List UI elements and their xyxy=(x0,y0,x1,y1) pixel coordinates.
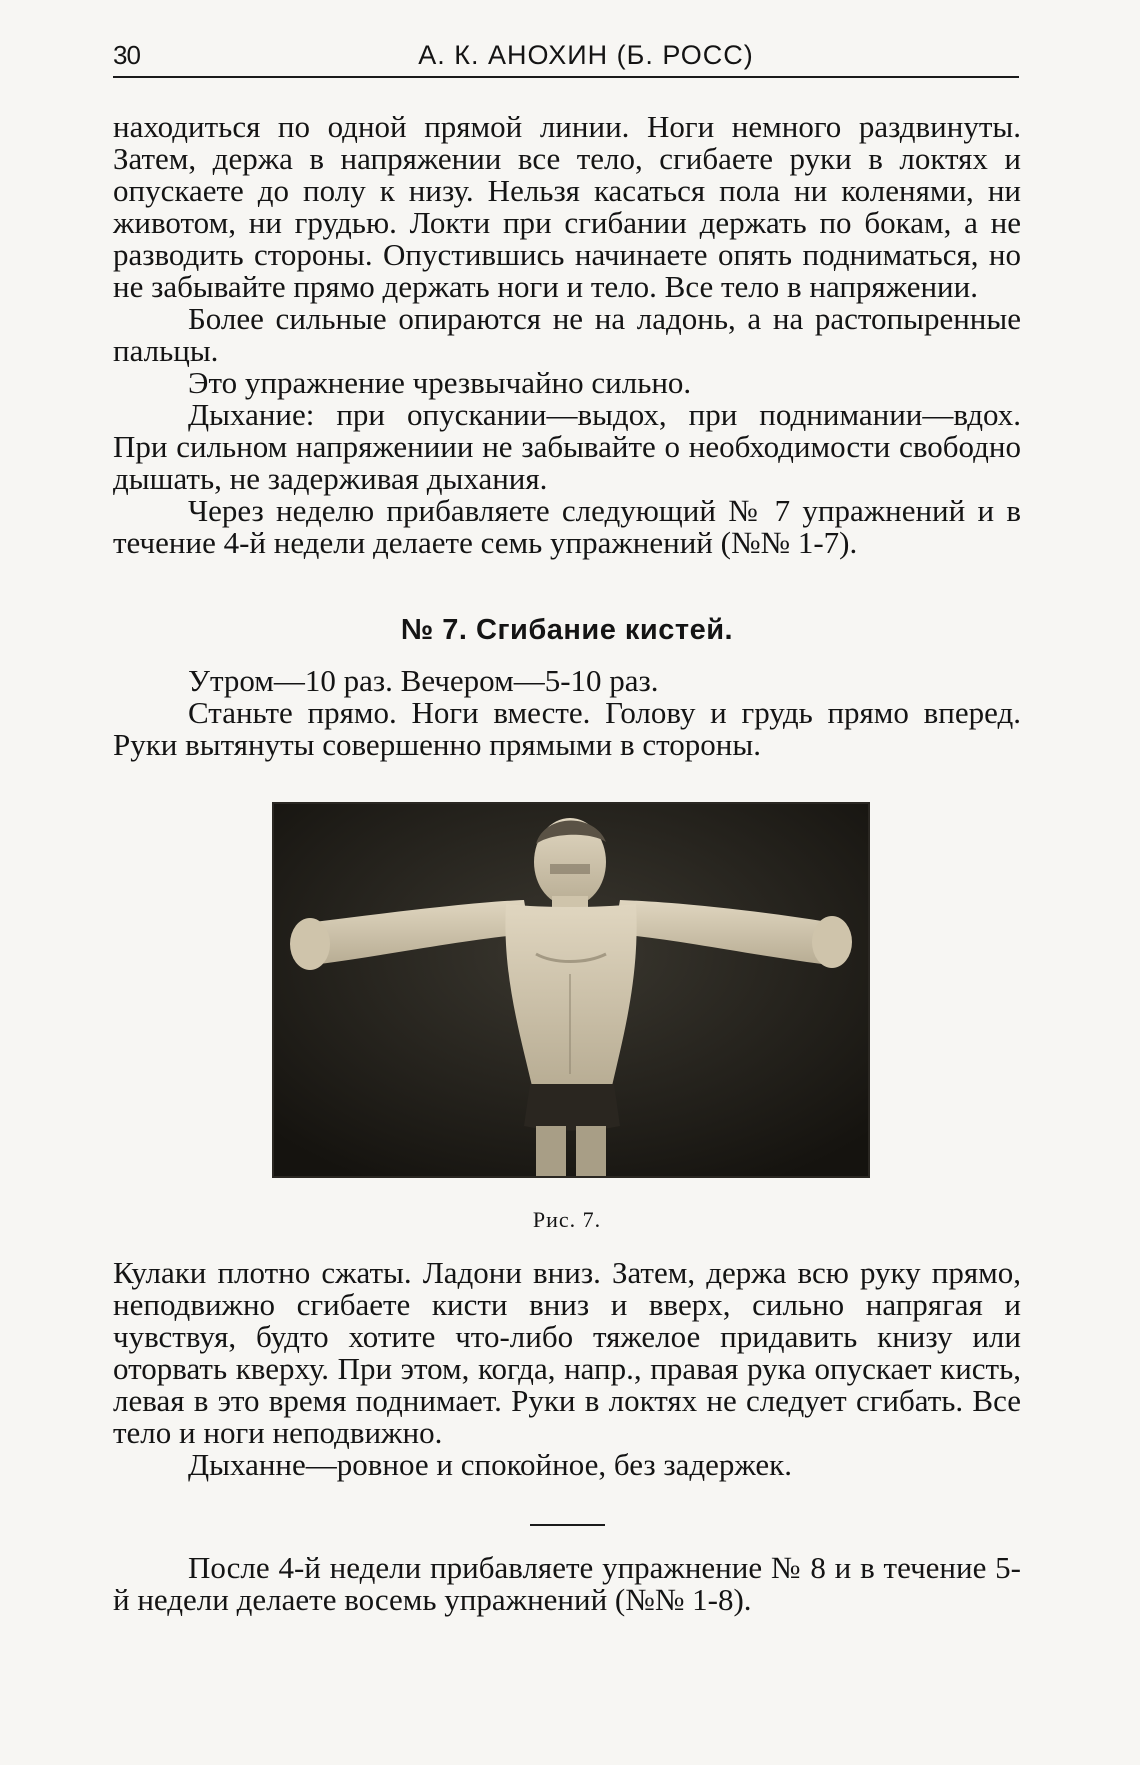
paragraph: Дыхание: при опускании—выдох, при поднимании—вдох. При сильном напряжениии не забывайте о необходимости свободно дышать, не задерживая дыхания. xyxy=(113,397,1021,496)
closing-text xyxy=(113,1552,1021,1616)
paragraph: Утром—10 раз. Вечером—5-10 раз. xyxy=(188,663,659,698)
running-title: А. К. АНОХИН (Б. РОСС) xyxy=(418,40,754,70)
exercise-text xyxy=(113,665,1021,761)
paragraph: Более сильные опираются не на ладонь, а на растопыренные пальцы. xyxy=(113,301,1021,368)
paragraph: Дыханне—ровное и спокойное, без задержек. xyxy=(188,1447,792,1482)
athlete-illustration xyxy=(274,804,868,1176)
instructions-text xyxy=(113,1257,1021,1481)
paragraph: Станьте прямо. Ноги вместе. Голову и грудь прямо вперед. Руки вытянуты совершенно прямыми в стороны. xyxy=(113,695,1021,762)
paragraph: Через неделю прибавляете следующий № 7 упражнений и в течение 4-й недели делаете семь упражнений (№№ 1-7). xyxy=(113,493,1021,560)
exercise-photo xyxy=(272,802,870,1178)
running-header xyxy=(113,36,1019,78)
figure-caption: Рис. 7. xyxy=(532,1207,602,1232)
intro-text xyxy=(113,111,1021,559)
paragraph: После 4-й недели прибавляете упражнение № 8 и в течение 5-й недели делаете восемь упражнений (№№ 1-8). xyxy=(113,1550,1021,1617)
paragraph: Кулаки плотно сжаты. Ладони вниз. Затем, держа всю руку прямо, неподвижно сгибаете кисти вниз и вверх, сильно напрягая и чувствуя, будто хотите что-либо тяжелое придавить книзу или оторвать кверху. При этом, когда, напр., правая рука опускает кисть, левая в это время поднимает. Руки в локтях не следует сгибать. Все тело и ноги неподвижно. xyxy=(113,1255,1021,1450)
section-divider xyxy=(530,1524,605,1526)
section-heading: № 7. Сгибание кистей. xyxy=(400,614,734,646)
page-number: 30 xyxy=(113,40,140,70)
paragraph: находиться по одной прямой линии. Ноги немного раздвинуты. Затем, держа в напряжении все тело, сгибаете руки в локтях и опускаете до полу к низу. Нельзя касаться пола ни коленями, ни животом, ни грудью. Локти при сгибании держать по бокам, а не разводить стороны. Опустившись начинаете опять подниматься, но не забывайте прямо держать ноги и тело. Все тело в напряжении. xyxy=(113,109,1021,304)
paragraph: Это упражнение чрезвычайно сильно. xyxy=(188,365,692,400)
